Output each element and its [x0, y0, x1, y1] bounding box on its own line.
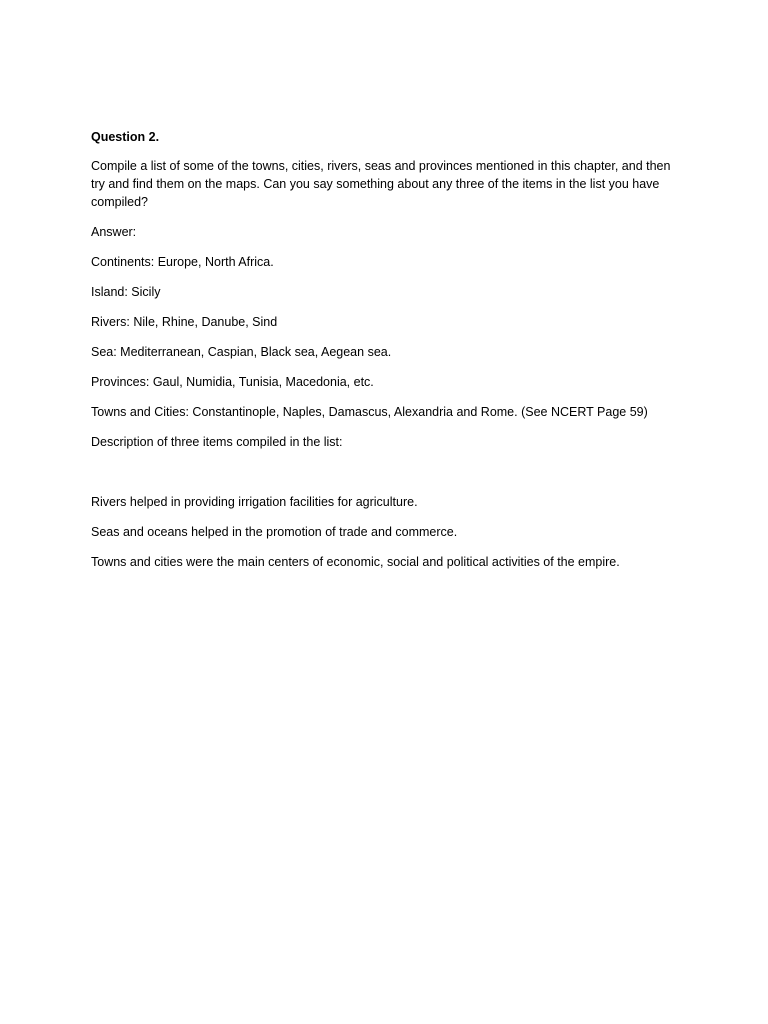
- blank-line: [91, 463, 681, 493]
- answer-item-island: Island: Sicily: [91, 285, 161, 299]
- document-page: [91, 128, 681, 583]
- answer-label: Answer:: [91, 225, 137, 239]
- description-label: Description of three items compiled in the list:: [91, 435, 343, 449]
- description-seas: Seas and oceans helped in the promotion of trade and commerce.: [91, 525, 458, 539]
- answer-item-rivers: Rivers: Nile, Rhine, Danube, Sind: [91, 315, 278, 329]
- question-title: Question 2.: [91, 130, 160, 144]
- answer-item-towns-cities: Towns and Cities: Constantinople, Naples, Damascus, Alexandria and Rome. (See NCERT Page 59): [91, 405, 648, 419]
- answer-item-provinces: Provinces: Gaul, Numidia, Tunisia, Macedonia, etc.: [91, 375, 374, 389]
- description-towns: Towns and cities were the main centers of economic, social and political activities of the empire.: [91, 555, 620, 569]
- answer-item-sea: Sea: Mediterranean, Caspian, Black sea, Aegean sea.: [91, 345, 392, 359]
- question-text: Compile a list of some of the towns, cities, rivers, seas and provinces mentioned in this chapter, and then try and find them on the maps. Can you say something about any three of the items in the list you have compiled?: [91, 159, 671, 209]
- answer-item-continents: Continents: Europe, North Africa.: [91, 255, 274, 269]
- description-rivers: Rivers helped in providing irrigation facilities for agriculture.: [91, 495, 418, 509]
